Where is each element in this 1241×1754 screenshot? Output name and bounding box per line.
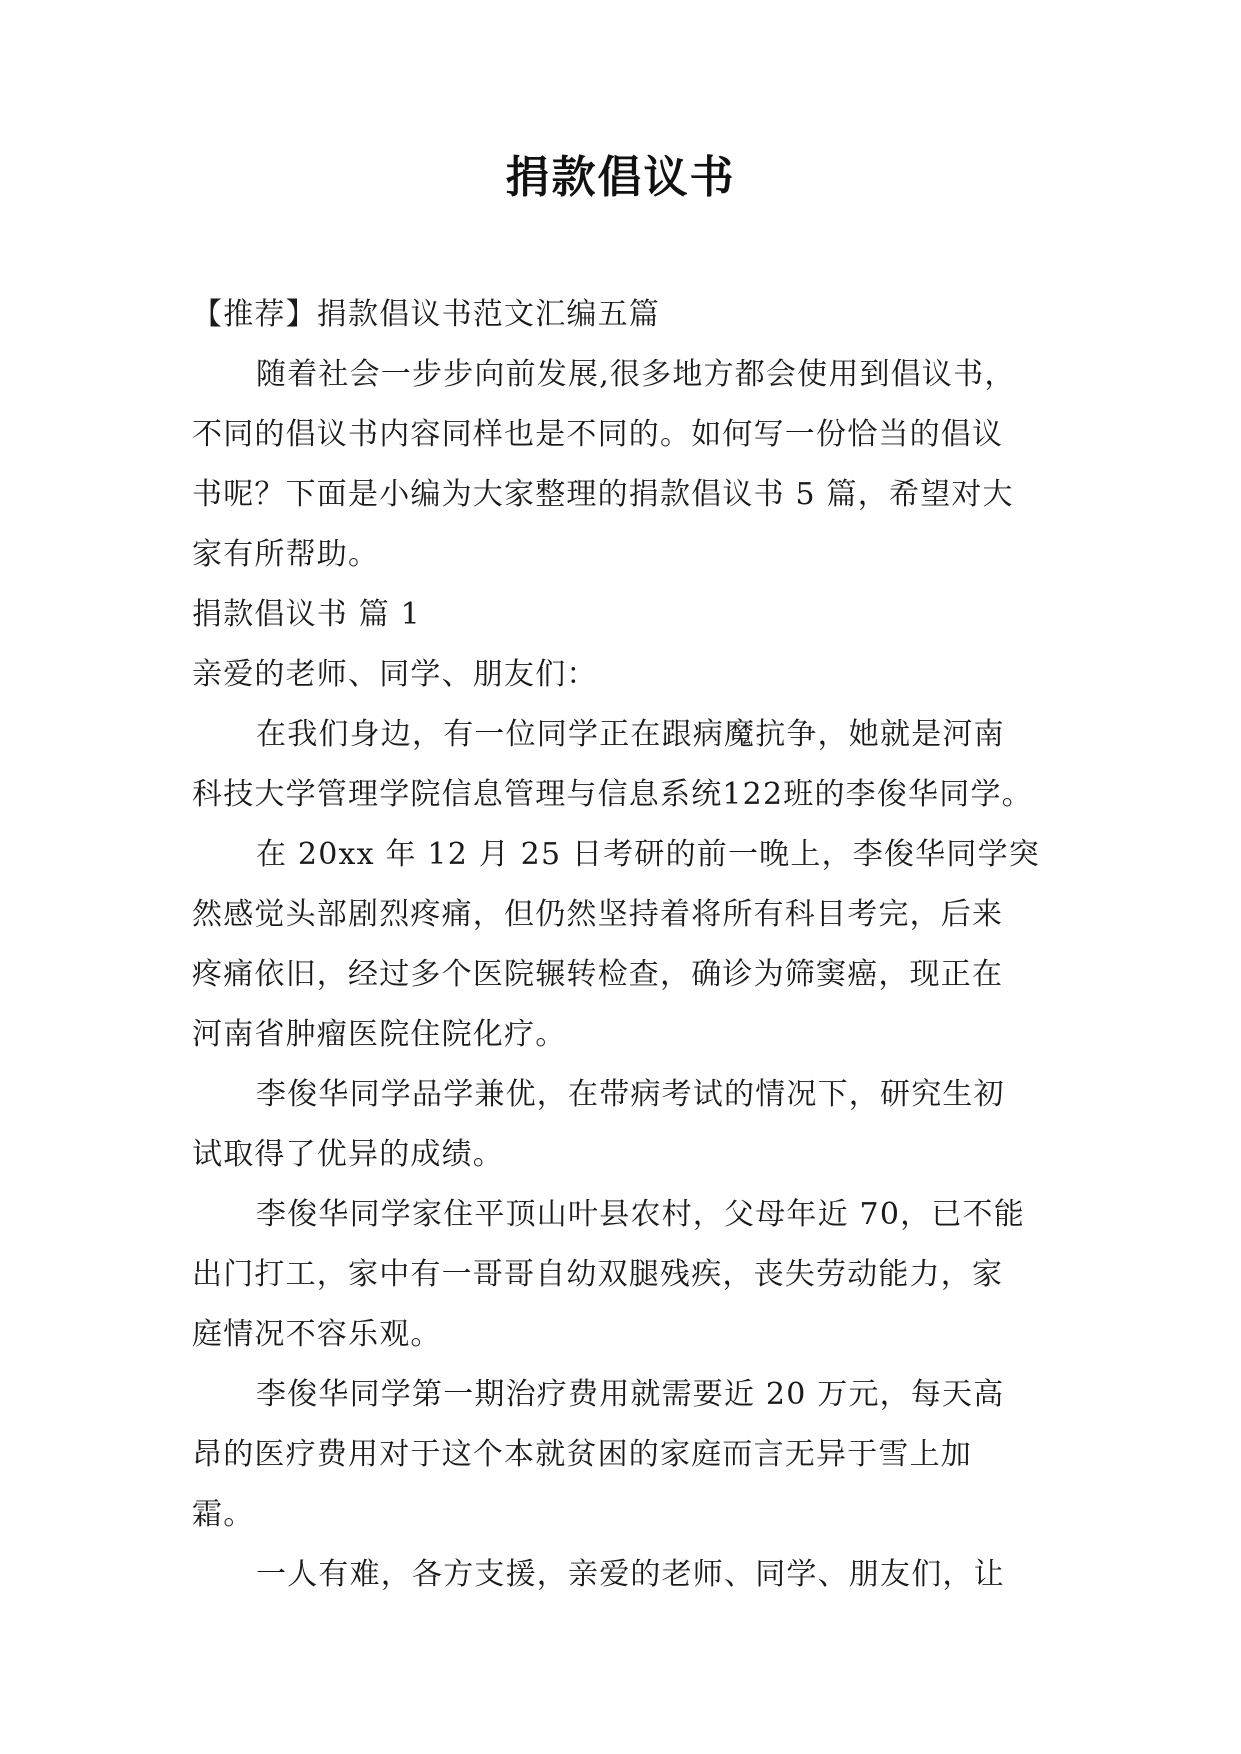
text-line: 庭情况不容乐观。: [192, 1317, 442, 1352]
text-line: 在 20xx 年 12 月 25 日考研的前一晚上，李俊华同学突: [256, 837, 1040, 872]
text-line: 在我们身边，有一位同学正在跟病魔抗争，她就是河南: [256, 717, 1005, 752]
text-line: 出门打工，家中有一哥哥自幼双腿残疾，丧失劳动能力，家: [192, 1257, 1004, 1292]
text-line: 然感觉头部剧烈疼痛，但仍然坚持着将所有科目考完，后来: [192, 897, 1004, 932]
text-line: 家有所帮助。: [192, 537, 380, 572]
text-line: 不同的倡议书内容同样也是不同的。如何写一份恰当的倡议: [192, 417, 1004, 452]
text-line: 科技大学管理学院信息管理与信息系统122班的李俊华同学。: [192, 777, 1033, 812]
text-line: 疼痛依旧，经过多个医院辗转检查，确诊为筛窦癌，现正在: [192, 957, 1004, 992]
text-line: 书呢？下面是小编为大家整理的捐款倡议书 5 篇，希望对大: [192, 477, 1014, 512]
text-line: 随着社会一步步向前发展,很多地方都会使用到倡议书，: [256, 357, 1016, 392]
document-title: 捐款倡议书: [505, 152, 736, 203]
text-line: 李俊华同学家住平顶山叶县农村，父母年近 70，已不能: [256, 1197, 1025, 1232]
text-line: 霜。: [192, 1497, 255, 1532]
text-line: 李俊华同学品学兼优，在带病考试的情况下，研究生初: [256, 1077, 1005, 1112]
text-line: 试取得了优异的成绩。: [192, 1137, 504, 1172]
text-line: 【推荐】捐款倡议书范文汇编五篇: [192, 297, 660, 332]
text-line: 一人有难，各方支援，亲爱的老师、同学、朋友们，让: [256, 1557, 1005, 1592]
salutation: 亲爱的老师、同学、朋友们：: [192, 657, 598, 692]
document-body: [192, 285, 1062, 1605]
text-line: 李俊华同学第一期治疗费用就需要近 20 万元，每天高: [256, 1377, 1005, 1412]
text-line: 昂的医疗费用对于这个本就贫困的家庭而言无异于雪上加: [192, 1437, 972, 1472]
text-line: 河南省肿瘤医院住院化疗。: [192, 1017, 567, 1052]
section-heading: 捐款倡议书 篇 1: [192, 597, 421, 632]
